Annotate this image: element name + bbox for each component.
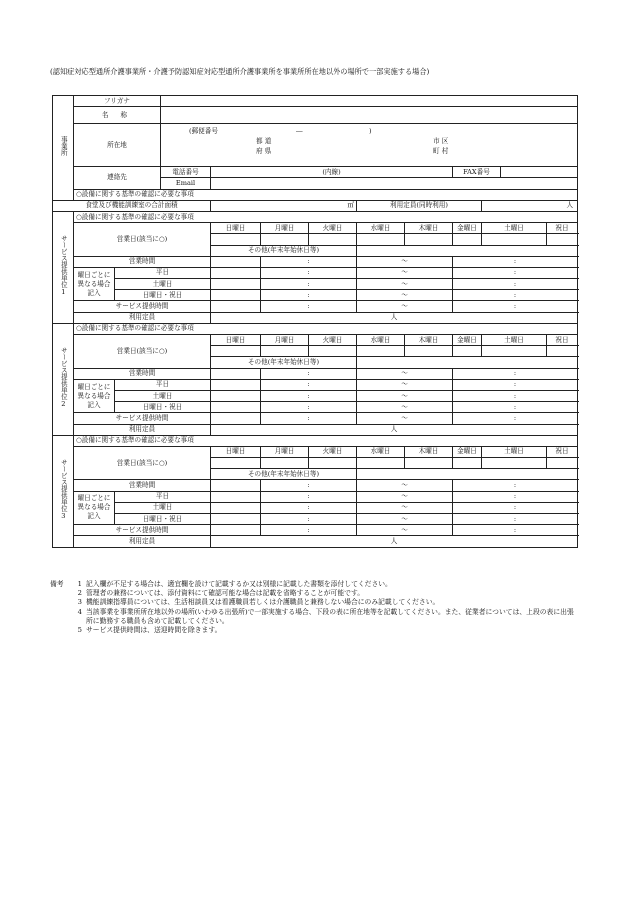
day-check-cell[interactable] (547, 346, 578, 357)
unit-capacity-field[interactable]: 人 (211, 536, 578, 547)
day-header: 土曜日 (482, 446, 547, 457)
time-end-field[interactable]: : (453, 279, 578, 290)
day-header: 水曜日 (357, 223, 405, 234)
spacer (211, 525, 261, 536)
day-check-cell[interactable] (453, 234, 482, 245)
day-header: 土曜日 (482, 335, 547, 346)
time-end-field[interactable]: : (453, 267, 578, 278)
spacer (211, 267, 261, 278)
note-item (50, 598, 575, 607)
business-days-label: 営業日(該当に○) (74, 446, 211, 480)
spacer (211, 413, 261, 424)
time-end-field[interactable]: : (453, 290, 578, 301)
day-header: 祝日 (547, 335, 578, 346)
business-hours-label: 営業時間 (74, 480, 211, 491)
note-item (50, 626, 575, 635)
time-start-field[interactable]: : (261, 413, 357, 424)
business-hours-label: 営業時間 (74, 256, 211, 267)
note-text: 記入欄が不足する場合は、適宜欄を設けて記載するか又は別様に記載した書類を添付してください。 (86, 580, 392, 588)
spacer (211, 368, 261, 379)
area-label: 食堂及び機能訓練室の合計面積 (53, 200, 211, 211)
unit-capacity-field[interactable]: 人 (211, 312, 578, 323)
time-sep: ～ (357, 491, 453, 502)
fax-field[interactable] (501, 167, 578, 178)
time-end-field[interactable]: : (453, 301, 578, 312)
form-header: (認知症対応型通所介護事業所・介護予防認知症対応型通所介護事業所を事業所所在地以外の場所で一部実施する場合) (50, 67, 430, 76)
prefecture-label-2: 府 県 (256, 147, 272, 156)
unit-capacity-label: 利用定員 (74, 312, 211, 323)
note-item (50, 608, 575, 626)
note-number: 1 (77, 580, 82, 588)
office-name-label: 名 称 (74, 107, 161, 124)
day-check-cell[interactable] (309, 458, 357, 469)
day-header: 火曜日 (309, 335, 357, 346)
email-label: Email (161, 178, 211, 189)
time-end-field[interactable]: : (453, 502, 578, 513)
service-hours-label: サービス提供時間 (74, 413, 211, 424)
other-days-label: その他(年末年始休日等) (211, 469, 357, 480)
time-sep: ～ (357, 379, 453, 390)
day-check-cell[interactable] (405, 234, 453, 245)
office-section-label: 事業所 (53, 96, 74, 201)
time-start-field[interactable]: : (261, 514, 357, 525)
spacer (211, 301, 261, 312)
note-item (50, 580, 575, 589)
day-check-cell[interactable] (405, 346, 453, 357)
day-header: 木曜日 (405, 223, 453, 234)
furigana-field[interactable] (161, 96, 578, 107)
note-number: 5 (77, 626, 82, 635)
notes-label: 備考 (50, 580, 64, 588)
time-start-field[interactable]: : (261, 256, 357, 267)
business-days-label: 営業日(該当に○) (74, 335, 211, 369)
other-days-field[interactable] (357, 357, 578, 368)
time-end-field[interactable]: : (453, 379, 578, 390)
time-start-field[interactable]: : (261, 390, 357, 401)
day-check-cell[interactable] (211, 234, 261, 245)
phone-field[interactable]: (内線) (211, 167, 453, 178)
per-day-label: 曜日ごとに 異なる場合 記入 (74, 379, 115, 413)
notes-spacer (50, 598, 70, 607)
time-end-field[interactable]: : (453, 256, 578, 267)
note-number: 2 (77, 589, 82, 598)
day-header: 木曜日 (405, 335, 453, 346)
other-days-label: その他(年末年始休日等) (211, 357, 357, 368)
time-sep: ～ (357, 480, 453, 491)
day-type-sun_holiday: 日曜日・祝日 (115, 402, 211, 413)
spacer (211, 491, 261, 502)
time-start-field[interactable]: : (261, 368, 357, 379)
other-days-label: その他(年末年始休日等) (211, 245, 357, 256)
day-type-saturday: 土曜日 (115, 390, 211, 401)
day-header: 日曜日 (211, 446, 261, 457)
unit-capacity-label: 利用定員 (74, 424, 211, 435)
time-sep: ～ (357, 514, 453, 525)
time-start-field[interactable]: : (261, 301, 357, 312)
unit-label-3: サービス提供単位3 (53, 435, 74, 547)
time-start-field[interactable]: : (261, 502, 357, 513)
day-check-cell[interactable] (482, 346, 547, 357)
day-header: 祝日 (547, 223, 578, 234)
day-header: 木曜日 (405, 446, 453, 457)
day-header: 金曜日 (453, 223, 482, 234)
day-header: 月曜日 (261, 446, 309, 457)
time-start-field[interactable]: : (261, 402, 357, 413)
day-check-cell[interactable] (211, 346, 261, 357)
prefecture-label-1: 都 道 (256, 137, 272, 146)
area-field[interactable]: ㎡ (211, 200, 357, 211)
email-field[interactable] (211, 178, 578, 189)
day-check-cell[interactable] (261, 458, 309, 469)
day-header: 水曜日 (357, 335, 405, 346)
service-hours-label: サービス提供時間 (74, 525, 211, 536)
time-sep: ～ (357, 368, 453, 379)
business-days-label: 営業日(該当に○) (74, 223, 211, 257)
note-number: 4 (77, 607, 82, 616)
day-type-saturday: 土曜日 (115, 502, 211, 513)
unit-requirements-heading: ○設備に関する基準の確認に必要な事項 (74, 323, 578, 334)
note-text: 機能訓練指導員については、生活相談員又は看護職員若しくは介護職員と兼務しない場合にのみ記載してください。 (86, 598, 440, 607)
day-header: 火曜日 (309, 446, 357, 457)
time-sep: ～ (357, 290, 453, 301)
location-field[interactable] (161, 124, 578, 167)
spacer (211, 402, 261, 413)
spacer (211, 256, 261, 267)
day-check-cell[interactable] (261, 346, 309, 357)
unit-label-1: サービス提供単位1 (53, 211, 74, 323)
location-label: 所在地 (74, 124, 161, 167)
time-sep: ～ (357, 279, 453, 290)
time-start-field[interactable]: : (261, 491, 357, 502)
time-end-field[interactable]: : (453, 413, 578, 424)
other-days-field[interactable] (357, 245, 578, 256)
day-type-weekday: 平日 (115, 379, 211, 390)
time-end-field[interactable]: : (453, 480, 578, 491)
day-header: 日曜日 (211, 223, 261, 234)
notes-spacer (50, 589, 70, 598)
day-check-cell[interactable] (547, 458, 578, 469)
per-day-label: 曜日ごとに 異なる場合 記入 (74, 491, 115, 525)
spacer (211, 480, 261, 491)
unit-capacity-field[interactable]: 人 (211, 424, 578, 435)
capacity-label: 利用定員(同時利用) (357, 200, 482, 211)
per-day-label: 曜日ごとに 異なる場合 記入 (74, 267, 115, 301)
day-header: 日曜日 (211, 335, 261, 346)
fax-label: FAX番号 (453, 167, 501, 178)
city-label-2: 町 村 (433, 147, 449, 156)
day-check-cell[interactable] (405, 458, 453, 469)
spacer (211, 502, 261, 513)
spacer (211, 290, 261, 301)
other-days-field[interactable] (357, 469, 578, 480)
time-sep: ～ (357, 256, 453, 267)
office-name-field[interactable] (161, 107, 578, 124)
time-start-field[interactable]: : (261, 480, 357, 491)
unit-capacity-label: 利用定員 (74, 536, 211, 547)
time-start-field[interactable]: : (261, 290, 357, 301)
day-header: 火曜日 (309, 223, 357, 234)
contact-label: 連絡先 (74, 167, 161, 189)
day-check-cell[interactable] (453, 346, 482, 357)
time-end-field[interactable]: : (453, 390, 578, 401)
facility-requirements-heading: ○設備に関する基準の確認に必要な事項 (74, 189, 578, 200)
time-end-field[interactable]: : (453, 402, 578, 413)
day-header: 月曜日 (261, 223, 309, 234)
time-sep: ～ (357, 267, 453, 278)
unit-label-2: サービス提供単位2 (53, 323, 74, 435)
day-check-cell[interactable] (453, 458, 482, 469)
unit-requirements-heading: ○設備に関する基準の確認に必要な事項 (74, 435, 578, 446)
day-type-sun_holiday: 日曜日・祝日 (115, 514, 211, 525)
note-number: 3 (77, 598, 82, 607)
day-type-weekday: 平日 (115, 267, 211, 278)
postal-label: (郵便番号 (189, 127, 218, 136)
day-check-cell[interactable] (547, 234, 578, 245)
time-start-field[interactable]: : (261, 525, 357, 536)
spacer (211, 279, 261, 290)
time-sep: ～ (357, 413, 453, 424)
city-label-1: 市 区 (433, 137, 449, 146)
time-start-field[interactable]: : (261, 279, 357, 290)
day-check-cell[interactable] (309, 346, 357, 357)
capacity-field[interactable]: 人 (482, 200, 578, 211)
time-start-field[interactable]: : (261, 267, 357, 278)
time-sep: ～ (357, 402, 453, 413)
spacer (211, 514, 261, 525)
time-sep: ～ (357, 301, 453, 312)
day-type-saturday: 土曜日 (115, 279, 211, 290)
time-end-field[interactable]: : (453, 368, 578, 379)
time-sep: ～ (357, 502, 453, 513)
day-check-cell[interactable] (309, 234, 357, 245)
day-header: 月曜日 (261, 335, 309, 346)
postal-dash: ― (296, 127, 303, 136)
notes-spacer (50, 626, 70, 635)
time-sep: ～ (357, 390, 453, 401)
day-check-cell[interactable] (482, 458, 547, 469)
phone-label: 電話番号 (161, 167, 211, 178)
time-start-field[interactable]: : (261, 379, 357, 390)
day-header: 金曜日 (453, 335, 482, 346)
service-hours-label: サービス提供時間 (74, 301, 211, 312)
note-text: 管理者の兼務については、添付資料にて確認可能な場合は記載を省略することが可能です。 (86, 589, 364, 598)
day-header: 土曜日 (482, 223, 547, 234)
day-check-cell[interactable] (261, 234, 309, 245)
day-check-cell[interactable] (211, 458, 261, 469)
time-end-field[interactable]: : (453, 491, 578, 502)
unit-requirements-heading: ○設備に関する基準の確認に必要な事項 (74, 211, 578, 222)
day-header: 金曜日 (453, 446, 482, 457)
day-header: 祝日 (547, 446, 578, 457)
day-type-weekday: 平日 (115, 491, 211, 502)
time-end-field[interactable]: : (453, 514, 578, 525)
day-check-cell[interactable] (357, 234, 405, 245)
spacer (211, 390, 261, 401)
day-check-cell[interactable] (357, 346, 405, 357)
notes-spacer (50, 608, 70, 626)
note-text: 当該事業を事業所所在地以外の場所(いわゆる出張所)で一部実施する場合、下段の表に所在地等を記載してください。また、従業者については、上段の表に出張所に勤務する職員も含めて記載してください。 (86, 607, 574, 625)
notes-section (50, 580, 575, 635)
day-header: 水曜日 (357, 446, 405, 457)
note-text: サービス提供時間は、送迎時間を除きます。 (86, 626, 222, 635)
time-end-field[interactable]: : (453, 525, 578, 536)
postal-close: ) (369, 127, 372, 136)
office-form-table (52, 95, 578, 548)
business-hours-label: 営業時間 (74, 368, 211, 379)
time-sep: ～ (357, 525, 453, 536)
day-type-sun_holiday: 日曜日・祝日 (115, 290, 211, 301)
spacer (211, 379, 261, 390)
day-check-cell[interactable] (482, 234, 547, 245)
day-check-cell[interactable] (357, 458, 405, 469)
furigana-label: フリガナ (74, 96, 161, 107)
